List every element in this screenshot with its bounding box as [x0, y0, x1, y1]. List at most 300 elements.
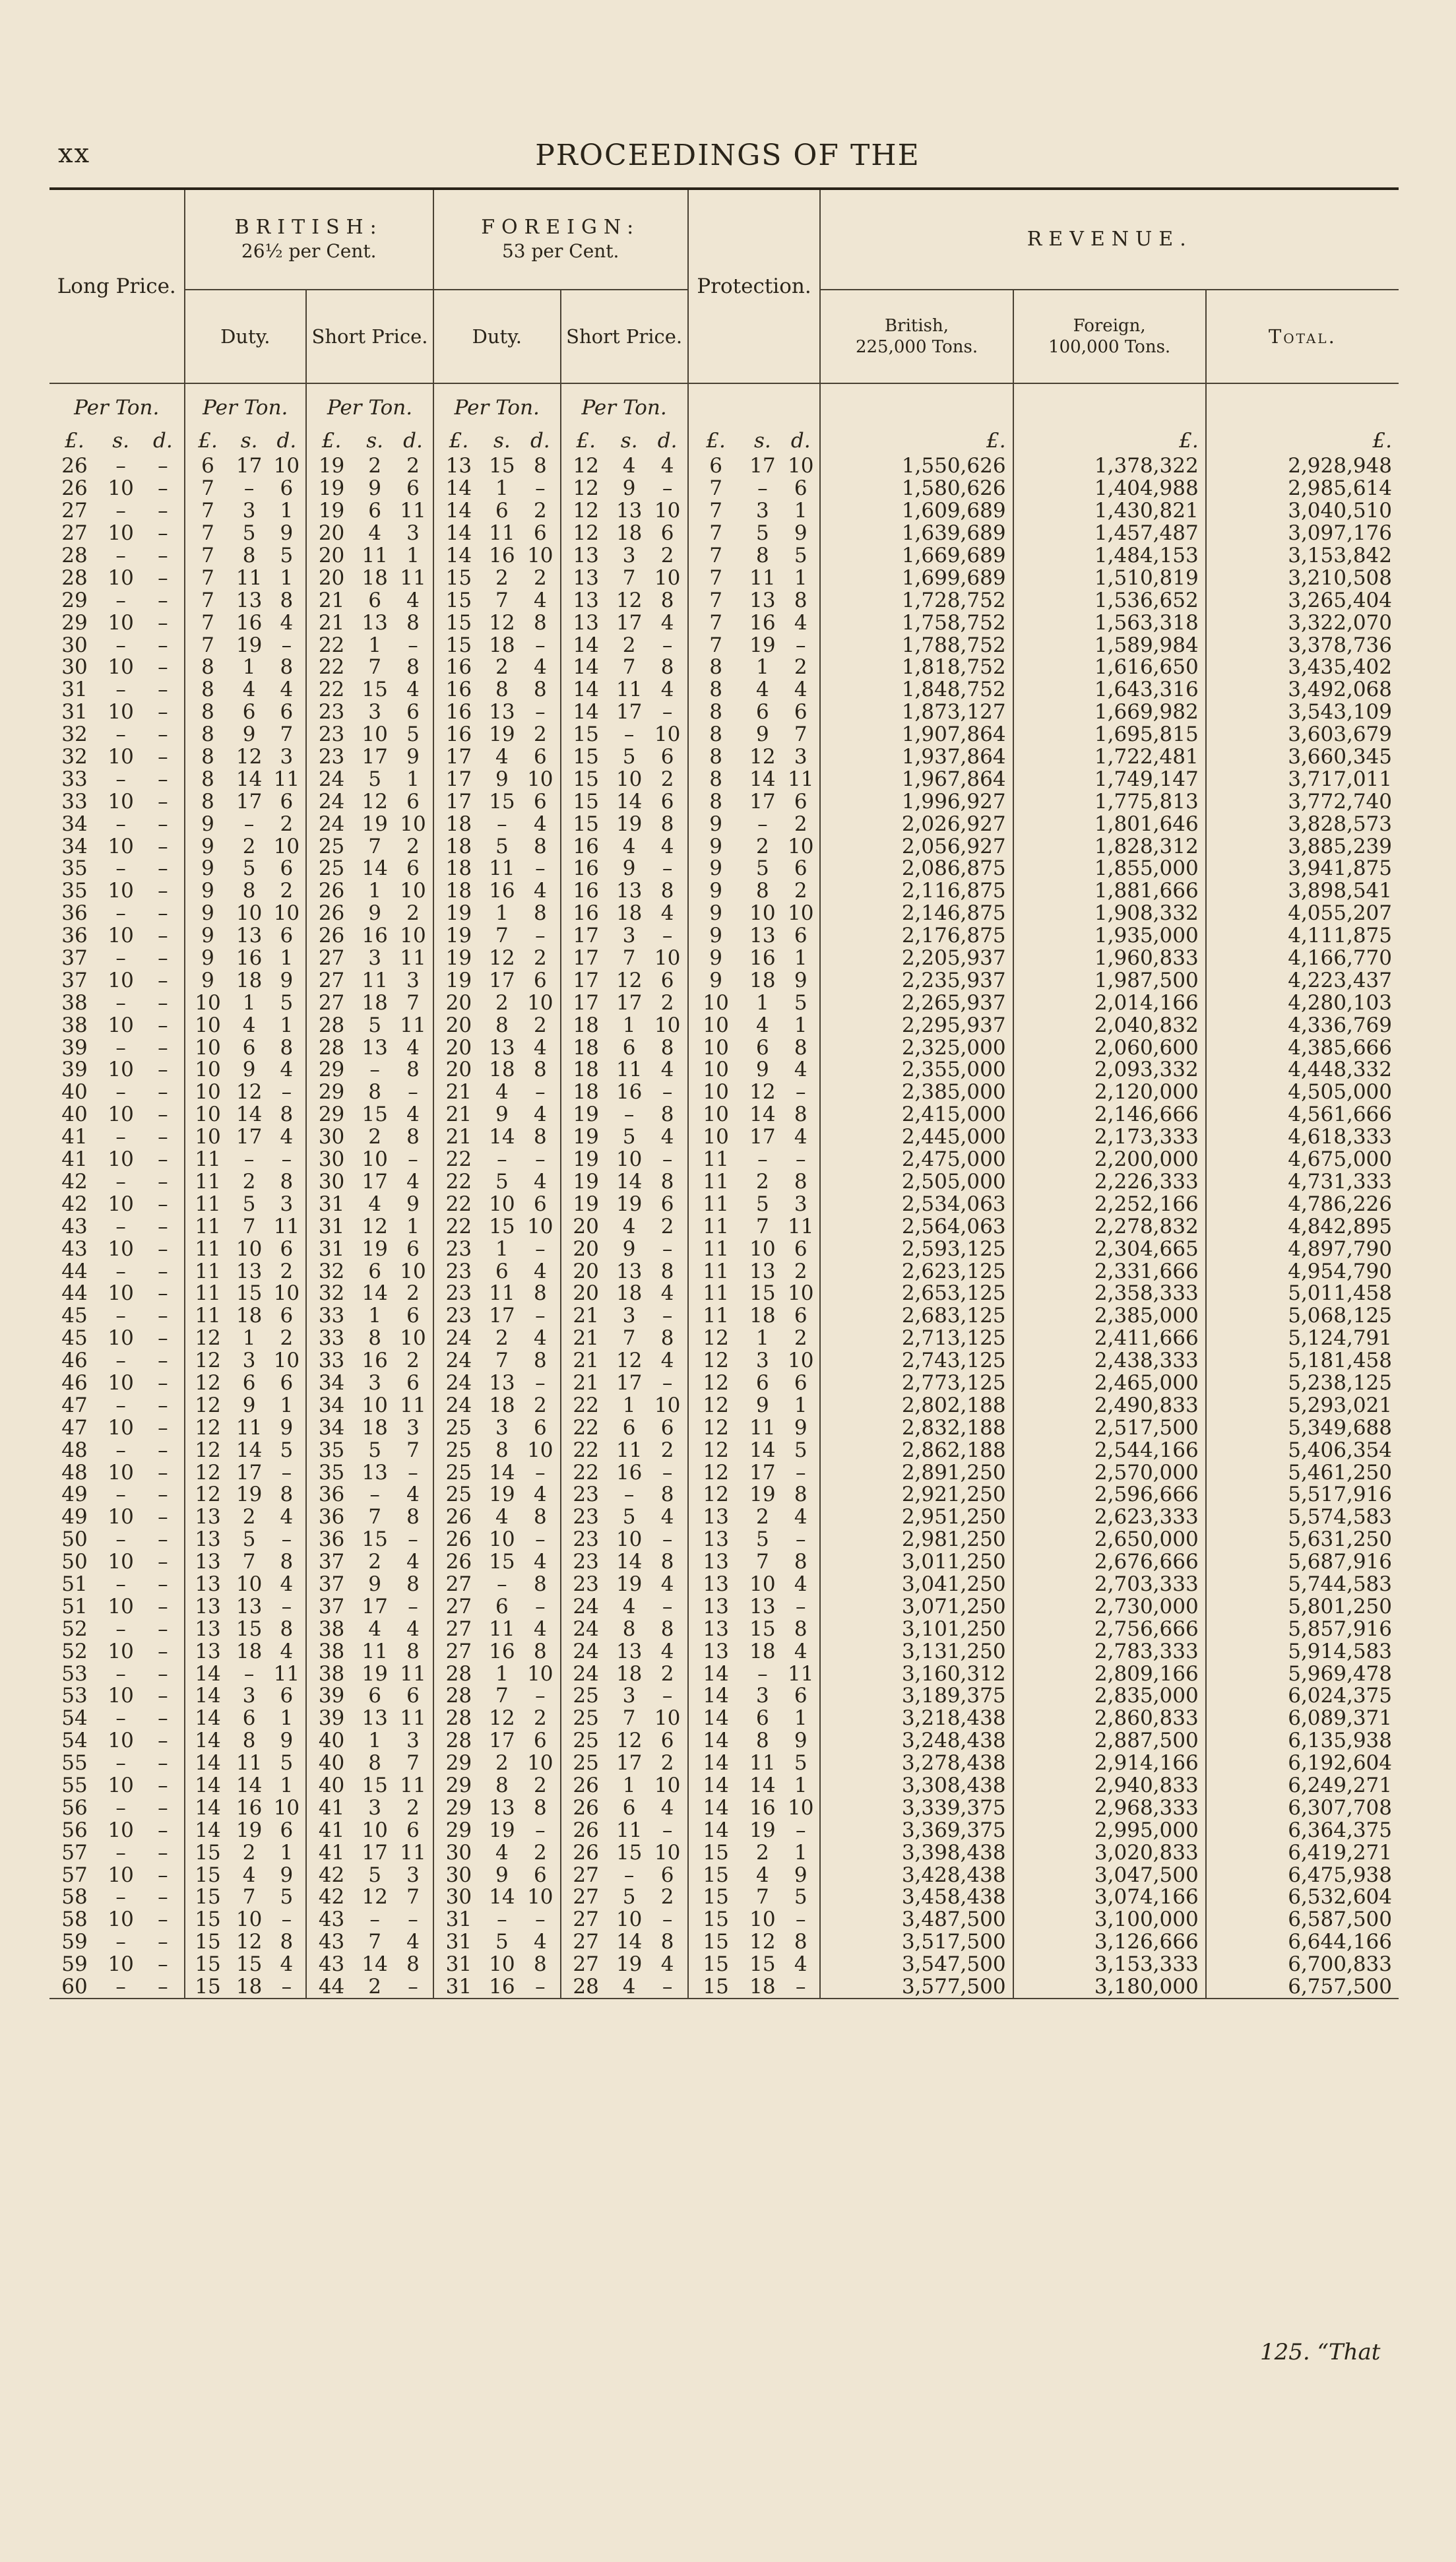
- revenue-cell: 5,631,250: [1206, 1529, 1399, 1551]
- amount-cell: 18: [236, 968, 263, 992]
- amount-cell: 6: [660, 1192, 674, 1216]
- amount-cell: 36: [306, 1529, 356, 1551]
- amount-cell: 14: [185, 1752, 231, 1775]
- amount-cell: 24: [561, 1640, 611, 1663]
- amount-cell: 4: [660, 1281, 674, 1306]
- amount-cell: 4: [368, 521, 381, 546]
- amount-cell: 6: [495, 499, 509, 523]
- amount-cell: 10: [788, 1795, 814, 1820]
- amount-cell: 29: [61, 610, 88, 635]
- amount-cell: 26: [433, 1506, 484, 1529]
- revenue-cell: 2,040,832: [1013, 1014, 1206, 1037]
- amount-cell: 3: [622, 1684, 636, 1708]
- revenue-cell: 5,238,125: [1206, 1372, 1399, 1395]
- amount-cell: –: [158, 722, 168, 747]
- amount-cell: 14: [236, 767, 263, 791]
- amount-cell: 17: [616, 1370, 643, 1395]
- amount-cell: –: [115, 812, 126, 836]
- amount-cell: 1: [495, 901, 509, 926]
- amount-cell: 30: [306, 1149, 356, 1171]
- amount-cell: 18: [616, 1281, 643, 1306]
- revenue-cell: 3,074,166: [1013, 1886, 1206, 1909]
- amount-cell: 10: [273, 901, 300, 926]
- revenue-cell: 5,744,583: [1206, 1574, 1399, 1596]
- amount-cell: 13: [749, 588, 776, 612]
- amount-cell: –: [535, 1304, 546, 1328]
- amount-cell: 7: [280, 722, 294, 747]
- amount-cell: 14: [616, 1550, 643, 1574]
- amount-cell: 10: [688, 1014, 744, 1037]
- amount-cell: 10: [108, 700, 134, 724]
- amount-cell: 8: [755, 879, 769, 903]
- amount-cell: –: [158, 990, 168, 1015]
- amount-cell: 13: [489, 1035, 515, 1060]
- amount-cell: –: [393, 1976, 433, 1999]
- revenue-cell: 4,786,226: [1206, 1193, 1399, 1215]
- amount-cell: 19: [362, 1236, 388, 1261]
- amount-cell: 3: [622, 1304, 636, 1328]
- amount-cell: 7: [406, 1885, 420, 1909]
- revenue-cell: 5,969,478: [1206, 1663, 1399, 1685]
- amount-cell: –: [115, 1080, 126, 1105]
- amount-cell: 7: [495, 924, 509, 948]
- amount-cell: 10: [236, 1907, 263, 1932]
- amount-cell: 49: [61, 1483, 88, 1507]
- amount-cell: 2: [794, 655, 807, 680]
- amount-cell: 32: [306, 1260, 356, 1283]
- amount-cell: 3: [368, 700, 381, 724]
- amount-cell: 8: [280, 588, 294, 612]
- amount-cell: –: [158, 588, 168, 612]
- table-row: [49, 1864, 1399, 1886]
- amount-cell: 11: [185, 1238, 231, 1260]
- amount-cell: 4: [794, 1572, 807, 1596]
- amount-cell: 24: [433, 1350, 484, 1372]
- amount-cell: 1: [622, 1773, 636, 1797]
- amount-cell: 30: [61, 655, 88, 680]
- amount-cell: –: [115, 1125, 126, 1149]
- amount-cell: 18: [561, 1081, 611, 1104]
- amount-cell: 22: [561, 1439, 611, 1461]
- amount-cell: 1: [794, 946, 807, 971]
- amount-cell: 14: [688, 1708, 744, 1730]
- amount-cell: 6: [242, 1706, 256, 1731]
- amount-cell: 11: [400, 1661, 426, 1686]
- amount-cell: –: [115, 1214, 126, 1238]
- amount-cell: 15: [185, 1954, 231, 1976]
- amount-cell: 2: [794, 879, 807, 903]
- revenue-cell: 2,355,000: [820, 1059, 1013, 1081]
- amount-cell: 13: [362, 1706, 388, 1731]
- amount-cell: 22: [433, 1215, 484, 1238]
- table-row: [49, 1283, 1399, 1305]
- amount-cell: –: [369, 1058, 380, 1082]
- revenue-cell: 4,505,000: [1206, 1081, 1399, 1104]
- amount-cell: –: [158, 924, 168, 948]
- amount-cell: 10: [108, 521, 134, 546]
- amount-cell: 15: [362, 1773, 388, 1797]
- amount-cell: 15: [362, 1103, 388, 1127]
- unit-pound: £.: [65, 428, 84, 453]
- revenue-cell: 2,683,125: [820, 1305, 1013, 1328]
- revenue-cell: 1,788,752: [820, 634, 1013, 657]
- revenue-cell: 4,385,666: [1206, 1037, 1399, 1059]
- unit-per-ton: Per Ton.: [185, 383, 307, 426]
- amount-cell: 24: [433, 1394, 484, 1417]
- amount-cell: 16: [561, 858, 611, 880]
- amount-cell: –: [158, 1594, 168, 1618]
- revenue-cell: 2,743,125: [820, 1350, 1013, 1372]
- amount-cell: 38: [306, 1618, 356, 1640]
- revenue-cell: 5,293,021: [1206, 1394, 1399, 1417]
- amount-cell: 12: [489, 610, 515, 635]
- amount-cell: 10: [527, 1214, 554, 1238]
- revenue-cell: 2,623,125: [820, 1260, 1013, 1283]
- revenue-cell: 1,881,666: [1013, 880, 1206, 903]
- amount-cell: 12: [236, 745, 263, 769]
- amount-cell: 11: [273, 1214, 300, 1238]
- amount-cell: 54: [61, 1706, 88, 1731]
- amount-cell: 20: [433, 1059, 484, 1081]
- amount-cell: 34: [61, 812, 88, 836]
- amount-cell: –: [158, 1103, 168, 1127]
- amount-cell: 13: [616, 879, 643, 903]
- amount-cell: 9: [242, 722, 256, 747]
- revenue-cell: 6,089,371: [1206, 1708, 1399, 1730]
- amount-cell: 11: [489, 856, 515, 881]
- amount-cell: 27: [306, 992, 356, 1014]
- amount-cell: 10: [489, 1192, 515, 1216]
- amount-cell: 9: [688, 880, 744, 903]
- amount-cell: 50: [61, 1527, 88, 1552]
- amount-cell: 4: [794, 1058, 807, 1082]
- amount-cell: 13: [616, 1259, 643, 1283]
- amount-cell: 34: [306, 1372, 356, 1395]
- amount-cell: 6: [242, 1370, 256, 1395]
- table-row: [49, 1149, 1399, 1171]
- amount-cell: 14: [433, 500, 484, 523]
- amount-cell: 26: [61, 454, 88, 478]
- amount-cell: 18: [616, 1661, 643, 1686]
- revenue-cell: 1,828,312: [1013, 835, 1206, 858]
- amount-cell: 9: [794, 1729, 807, 1753]
- amount-cell: 15: [688, 1864, 744, 1886]
- amount-cell: 13: [185, 1506, 231, 1529]
- amount-cell: 52: [61, 1639, 88, 1663]
- revenue-cell: 2,835,000: [1013, 1685, 1206, 1708]
- amount-cell: 10: [108, 1147, 134, 1172]
- amount-cell: 22: [561, 1417, 611, 1439]
- amount-cell: 8: [533, 1125, 547, 1149]
- amount-cell: –: [268, 1976, 306, 1999]
- amount-cell: 9: [688, 969, 744, 992]
- amount-cell: 3: [406, 968, 420, 992]
- amount-cell: 11: [362, 544, 388, 567]
- amount-cell: 2: [406, 1349, 420, 1373]
- amount-cell: –: [281, 1080, 292, 1105]
- revenue-cell: 5,914,583: [1206, 1640, 1399, 1663]
- table-row: [49, 947, 1399, 970]
- amount-cell: 10: [400, 879, 426, 903]
- amount-cell: 19: [749, 1818, 776, 1842]
- amount-cell: 10: [108, 1773, 134, 1797]
- amount-cell: 4: [368, 1192, 381, 1216]
- amount-cell: 27: [306, 947, 356, 970]
- amount-cell: 11: [688, 1215, 744, 1238]
- amount-cell: 7: [185, 589, 231, 612]
- amount-cell: 37: [61, 968, 88, 992]
- amount-cell: –: [115, 1706, 126, 1731]
- amount-cell: 3: [280, 745, 294, 769]
- amount-cell: 43: [306, 1909, 356, 1931]
- revenue-cell: 3,020,833: [1013, 1841, 1206, 1864]
- amount-cell: 8: [406, 1639, 420, 1663]
- amount-cell: –: [408, 1527, 418, 1552]
- revenue-cell: 3,492,068: [1206, 679, 1399, 701]
- revenue-cell: 2,940,833: [1013, 1775, 1206, 1797]
- amount-cell: 5: [280, 1751, 294, 1776]
- amount-cell: 14: [433, 523, 484, 545]
- amount-cell: 14: [561, 679, 611, 701]
- amount-cell: 10: [616, 1527, 643, 1552]
- amount-cell: –: [535, 1460, 546, 1485]
- amount-cell: 13: [561, 567, 611, 589]
- amount-cell: 3: [755, 1684, 769, 1708]
- amount-cell: 16: [749, 946, 776, 971]
- amount-cell: 6: [794, 476, 807, 501]
- table-row: [49, 992, 1399, 1014]
- amount-cell: 13: [688, 1640, 744, 1663]
- amount-cell: 40: [61, 1080, 88, 1105]
- amount-cell: 11: [489, 1281, 515, 1306]
- revenue-header: REVENUE.: [820, 189, 1399, 290]
- amount-cell: –: [243, 476, 255, 501]
- amount-cell: 35: [306, 1439, 356, 1461]
- amount-cell: 6: [242, 1035, 256, 1060]
- amount-cell: –: [408, 1594, 418, 1618]
- amount-cell: –: [158, 1617, 168, 1641]
- table-row: [49, 679, 1399, 701]
- amount-cell: 10: [273, 834, 300, 858]
- amount-cell: 10: [616, 1907, 643, 1932]
- revenue-cell: 2,226,333: [1013, 1171, 1206, 1194]
- amount-cell: 14: [616, 1169, 643, 1194]
- british-header: [185, 189, 433, 290]
- table-row: [49, 1260, 1399, 1283]
- amount-cell: 7: [368, 655, 381, 680]
- amount-cell: 8: [533, 1639, 547, 1663]
- amount-cell: 13: [616, 1639, 643, 1663]
- amount-cell: 33: [61, 789, 88, 814]
- amount-cell: 13: [489, 700, 515, 724]
- amount-cell: 14: [236, 1103, 263, 1127]
- amount-cell: 2: [622, 633, 636, 657]
- revenue-cell: 2,116,875: [820, 880, 1013, 903]
- amount-cell: 7: [242, 1550, 256, 1574]
- amount-cell: 5: [280, 544, 294, 567]
- table-row: [49, 1640, 1399, 1663]
- revenue-foreign-header: [1013, 290, 1206, 383]
- revenue-cell: 2,438,333: [1013, 1350, 1206, 1372]
- amount-cell: 15: [489, 1550, 515, 1574]
- amount-cell: 15: [185, 1976, 231, 1999]
- amount-cell: –: [281, 1907, 292, 1932]
- amount-cell: 4: [533, 1617, 547, 1641]
- amount-cell: –: [408, 633, 418, 657]
- revenue-cell: 3,126,666: [1013, 1931, 1206, 1954]
- amount-cell: 10: [527, 1885, 554, 1909]
- amount-cell: 4: [533, 1550, 547, 1574]
- amount-cell: 4: [533, 1169, 547, 1194]
- amount-cell: 16: [749, 1795, 776, 1820]
- amount-cell: 7: [368, 834, 381, 858]
- table-row: [49, 1506, 1399, 1529]
- amount-cell: 35: [306, 1461, 356, 1484]
- amount-cell: 8: [533, 610, 547, 635]
- amount-cell: 8: [533, 901, 547, 926]
- amount-cell: 15: [616, 1840, 643, 1865]
- table-row: [49, 1797, 1399, 1819]
- revenue-cell: 3,398,438: [820, 1841, 1013, 1864]
- revenue-cell: 1,987,500: [1013, 969, 1206, 992]
- amount-cell: 17: [616, 990, 643, 1015]
- amount-cell: 15: [236, 1617, 263, 1641]
- amount-cell: 11: [688, 1305, 744, 1328]
- revenue-cell: 3,011,250: [820, 1551, 1013, 1574]
- amount-cell: 10: [654, 565, 681, 590]
- amount-cell: –: [158, 1840, 168, 1865]
- amount-cell: 10: [654, 499, 681, 523]
- amount-cell: 1: [406, 1214, 420, 1238]
- amount-cell: 10: [749, 1907, 776, 1932]
- amount-cell: 6: [533, 968, 547, 992]
- amount-cell: 3: [406, 1863, 420, 1887]
- amount-cell: 19: [616, 1952, 643, 1977]
- amount-cell: 41: [306, 1797, 356, 1819]
- amount-cell: 16: [616, 1080, 643, 1105]
- amount-cell: 17: [433, 790, 484, 813]
- amount-cell: 8: [660, 1259, 674, 1283]
- amount-cell: 5: [280, 1438, 294, 1462]
- amount-cell: 9: [495, 1863, 509, 1887]
- unit-pound: £.: [1206, 426, 1399, 455]
- amount-cell: –: [521, 1976, 561, 1999]
- amount-cell: 3: [406, 1729, 420, 1753]
- amount-cell: 5: [495, 1169, 509, 1194]
- amount-cell: 11: [688, 1171, 744, 1194]
- amount-cell: –: [243, 1147, 255, 1172]
- amount-cell: 9: [368, 901, 381, 926]
- amount-cell: 8: [794, 588, 807, 612]
- amount-cell: –: [158, 1393, 168, 1417]
- amount-cell: 8: [794, 1483, 807, 1507]
- revenue-british-tons: 225,000 Tons.: [855, 337, 978, 357]
- amount-cell: 23: [306, 701, 356, 724]
- revenue-cell: 6,587,500: [1206, 1909, 1399, 1931]
- amount-cell: 3: [406, 1415, 420, 1440]
- amount-cell: –: [158, 812, 168, 836]
- amount-cell: 26: [306, 880, 356, 903]
- amount-cell: 6: [368, 1684, 381, 1708]
- unit-s: s.: [240, 428, 258, 453]
- table-row: [49, 1215, 1399, 1238]
- table-row: [49, 1886, 1399, 1909]
- amount-cell: 10: [185, 992, 231, 1014]
- amount-cell: –: [281, 1594, 292, 1618]
- amount-cell: –: [662, 700, 673, 724]
- amount-cell: 41: [306, 1841, 356, 1864]
- amount-cell: 6: [406, 700, 420, 724]
- amount-cell: 37: [306, 1595, 356, 1618]
- unit-per-ton: Per Ton.: [49, 383, 185, 426]
- amount-cell: 14: [362, 1952, 388, 1977]
- amount-cell: 4: [406, 1617, 420, 1641]
- amount-cell: 7: [688, 545, 744, 567]
- amount-cell: 8: [495, 678, 509, 702]
- amount-cell: 41: [61, 1147, 88, 1172]
- amount-cell: 4: [242, 1013, 256, 1037]
- amount-cell: –: [796, 1907, 806, 1932]
- unit-s: s.: [493, 428, 511, 453]
- amount-cell: 7: [688, 523, 744, 545]
- revenue-cell: 1,728,752: [820, 589, 1013, 612]
- unit-pound: £.: [185, 426, 231, 455]
- amount-cell: 17: [616, 610, 643, 635]
- amount-cell: 7: [185, 634, 231, 657]
- amount-cell: –: [158, 968, 168, 992]
- amount-cell: 4: [495, 1080, 509, 1105]
- amount-cell: 12: [688, 1328, 744, 1350]
- amount-cell: –: [115, 1483, 126, 1507]
- amount-cell: 16: [433, 657, 484, 679]
- amount-cell: 17: [749, 789, 776, 814]
- amount-cell: 7: [755, 1885, 769, 1909]
- table-row: [49, 1954, 1399, 1976]
- amount-cell: 16: [489, 879, 515, 903]
- amount-cell: –: [796, 1527, 806, 1552]
- amount-cell: –: [369, 1907, 380, 1932]
- unit-pound: £.: [688, 426, 744, 455]
- amount-cell: 8: [794, 1930, 807, 1954]
- amount-cell: –: [535, 856, 546, 881]
- amount-cell: –: [158, 1460, 168, 1485]
- amount-cell: 2: [533, 1393, 547, 1417]
- amount-cell: 11: [185, 1149, 231, 1171]
- revenue-cell: 2,176,875: [820, 925, 1013, 947]
- amount-cell: 9: [622, 476, 636, 501]
- amount-cell: 8: [622, 1617, 636, 1641]
- amount-cell: –: [158, 1885, 168, 1909]
- amount-cell: 5: [242, 1527, 256, 1552]
- amount-cell: 10: [108, 879, 134, 903]
- amount-cell: 2: [660, 767, 674, 791]
- amount-cell: 10: [108, 1550, 134, 1574]
- amount-cell: 10: [108, 476, 134, 501]
- amount-cell: 22: [433, 1149, 484, 1171]
- revenue-cell: 1,510,819: [1013, 567, 1206, 589]
- amount-cell: 7: [406, 990, 420, 1015]
- amount-cell: 7: [688, 478, 744, 500]
- amount-cell: 45: [61, 1326, 88, 1351]
- amount-cell: 19: [433, 947, 484, 970]
- revenue-cell: 3,071,250: [820, 1595, 1013, 1618]
- amount-cell: 12: [688, 1461, 744, 1484]
- amount-cell: 5: [280, 990, 294, 1015]
- amount-cell: 14: [185, 1775, 231, 1797]
- amount-cell: 17: [561, 992, 611, 1014]
- amount-cell: 9: [280, 968, 294, 992]
- amount-cell: 6: [406, 1684, 420, 1708]
